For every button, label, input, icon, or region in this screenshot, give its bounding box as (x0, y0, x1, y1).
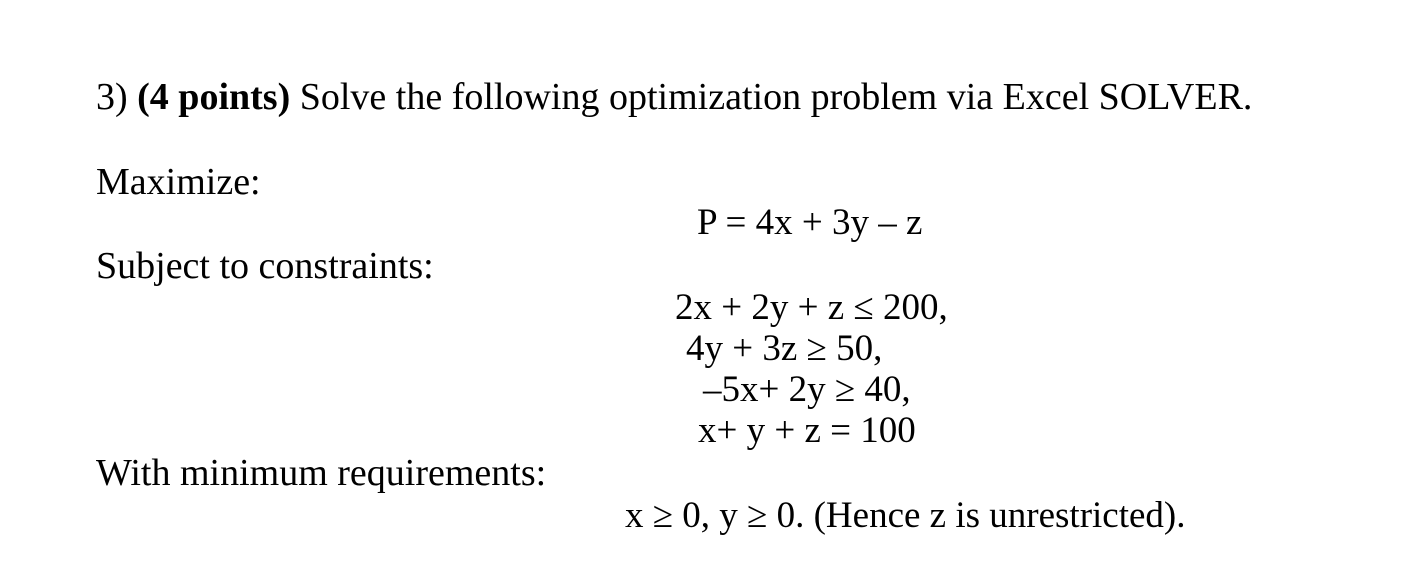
question-number: 3) (96, 76, 128, 118)
question-heading (96, 75, 1252, 119)
objective-formula: P = 4x + 3y – z (697, 202, 923, 243)
requirements-text: x ≥ 0, y ≥ 0. (Hence z is unrestricted). (625, 495, 1186, 536)
requirements-label: With minimum requirements: (96, 452, 547, 494)
constraint-2: 4y + 3z ≥ 50, (686, 328, 883, 369)
constraints-label: Subject to constraints: (96, 245, 434, 287)
objective-label: Maximize: (96, 161, 261, 203)
question-instruction: Solve the following optimization problem via Excel SOLVER. (299, 76, 1253, 118)
constraint-4: x+ y + z = 100 (698, 410, 916, 451)
question-points: (4 points) (137, 76, 291, 118)
constraint-1: 2x + 2y + z ≤ 200, (675, 287, 948, 328)
constraint-3: –5x+ 2y ≥ 40, (703, 369, 911, 410)
